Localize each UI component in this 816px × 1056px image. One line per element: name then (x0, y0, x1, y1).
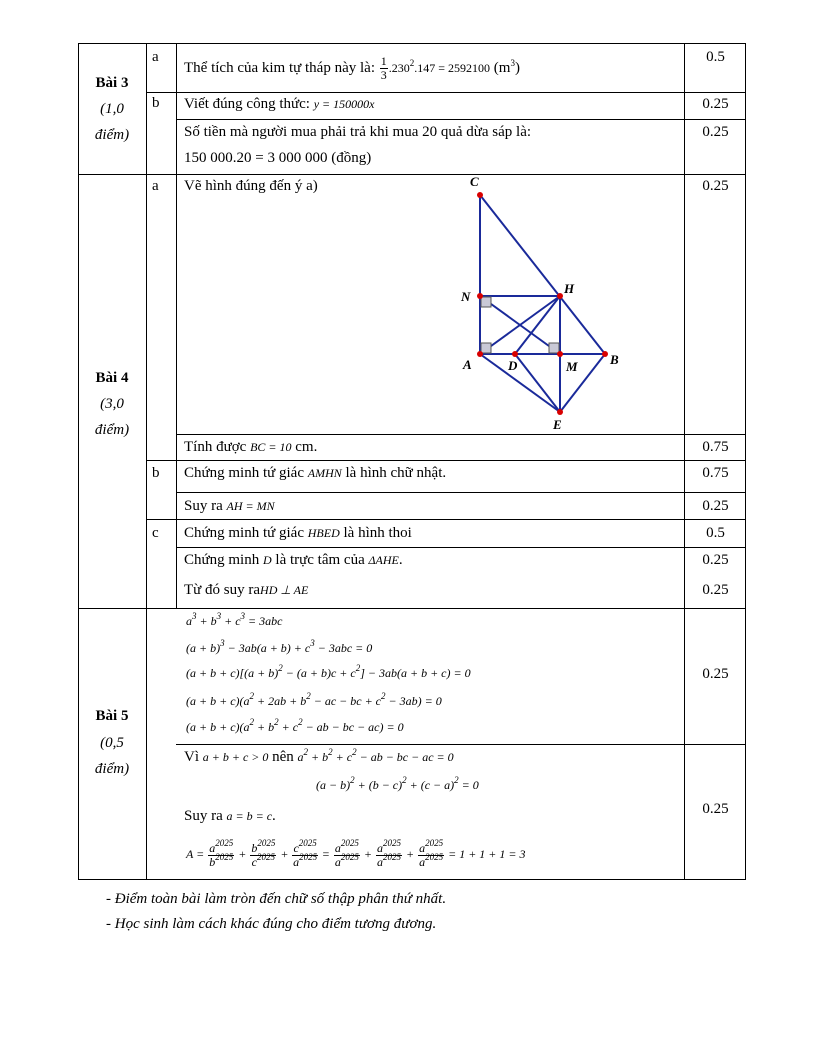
fraction-numerator: $a^{2025}$ (376, 838, 401, 856)
fraction-denominator: $b^{2025}$ (209, 851, 234, 869)
bai4-c2-text-3: . (398, 552, 403, 568)
bai5-suyra-line (184, 809, 276, 824)
bai4-c1-formula: HBED (307, 526, 340, 540)
bai4-c2-text-2: là trực tâm của (275, 552, 365, 568)
bai5-eq-5: $(a + b + c)(a^2 + b^2 + c^2$ − ab − bc − ac) = 0 (186, 717, 404, 734)
bai5-eq-3: $(a + b + c)[(a + b)^2 - (a + b)c + c^2] - 3ab(a + b + c) = 0$ (186, 663, 471, 680)
volume-exponent: 2 (409, 58, 415, 68)
fraction-numerator: 1 (380, 54, 387, 69)
bai3-points-label: (1,0 (100, 101, 124, 117)
bai3-b-formula: y = 150000x (313, 97, 375, 111)
bai5-vi-line (184, 747, 454, 765)
bai4-title: Bài 4 (95, 370, 129, 386)
fraction-denominator: $a^{2025}$ (293, 851, 318, 869)
fraction-a-over-a (376, 838, 402, 869)
fraction-denominator: $a^{2025}$ (334, 851, 359, 869)
bai4-b1-text-2: là hình chữ nhật. (345, 465, 447, 481)
bai5-eq-4: $(a + b + c)(a^2 + 2ab + b^2$ − ac − bc + $c^2 - 3ab) = 0$ (186, 691, 442, 708)
fraction-denominator: 3 (380, 68, 387, 83)
row-line (176, 547, 746, 548)
bai4-c1-text-1: Chứng minh tứ giác (184, 525, 304, 541)
bai4-bc-text-2: cm. (295, 439, 318, 455)
bai5-points-unit: điểm) (94, 761, 130, 777)
bai3-part-a: a (152, 49, 159, 65)
col-divider-content (684, 43, 685, 880)
bai5-eq-2: $(a + b)^3 - 3ab(a + b) + c^3 - 3abc = 0$ (186, 638, 373, 655)
bai4-b1-text-1: Chứng minh tứ giác (184, 465, 304, 481)
bai5-nen-formula: $a^2 + b^2 + c^2$ − ab − bc − ac = 0 (297, 747, 454, 764)
fraction-numerator: $a^{2025}$ (419, 838, 444, 856)
fraction-numerator: $a^{2025}$ (209, 838, 234, 856)
bai5-nen-text: nên (272, 749, 294, 765)
point-label-a: A (463, 357, 472, 372)
point-label-b: B (610, 352, 619, 367)
fraction-denominator: $a^{2025}$ (419, 851, 444, 869)
row-line (78, 174, 746, 175)
volume-expr-1: .230 (388, 61, 410, 75)
bai5-A-label: A = (186, 847, 205, 861)
footer-note-1: - Điểm toàn bài làm tròn đến chữ số thập phân thứ nhất. (106, 891, 447, 907)
bai5-square-sum: $(a - b)^2 + (b - c)^2 + (c - a)^2 = 0$ (316, 775, 479, 792)
bai4-b2-text: Suy ra (184, 498, 223, 514)
bai4-b2-formula: AH = MN (226, 499, 275, 513)
bai4-bc-points: 0.75 (702, 439, 729, 455)
fraction-one-third (380, 55, 388, 81)
bai4-points-unit: điểm) (94, 422, 130, 438)
bai5-points-label: (0,5 (100, 735, 124, 751)
footer-note-2: - Học sinh làm cách khác đúng cho điểm tương đương. (106, 916, 437, 932)
bai3-b-content (184, 97, 374, 112)
point-label-n: N (461, 289, 471, 304)
row-line (176, 744, 746, 745)
fraction-b-over-c (250, 838, 276, 869)
fraction-denominator: $c^{2025}$ (251, 851, 275, 869)
bai4-b2-points: 0.25 (702, 498, 729, 514)
row-line (146, 519, 746, 520)
bai4-bc-formula: BC = 10 (250, 440, 292, 454)
bai3-a-content (184, 55, 520, 82)
bai4-c3-text: Từ đó suy ra (184, 582, 261, 598)
bai3-points-unit: điểm) (94, 127, 130, 143)
bai4-c3-points: 0.25 (702, 582, 729, 598)
bai3-b-points: 0.25 (702, 96, 729, 112)
fraction-numerator: $a^{2025}$ (334, 838, 359, 856)
bai4-bc-content (184, 440, 317, 455)
bai3-c-points: 0.25 (702, 124, 729, 140)
row-line (176, 434, 746, 435)
bai5-final-expression: A = $\frac{a^{2025}}{b^{2025}}$ + $\frac{b^{2025}}{c^{2025}}$ + $\frac{c^{2025}}{a^{2025}}$ = $\frac{a^{2025}}{a^{2025}}$ + $\frac{a^{2025}}{a^{2025}}$ + $\frac{a^{2025}}{a^{2025}}$ = 1 + 1 + 1 = 3 (186, 838, 526, 869)
bai4-a-points: 0.25 (702, 178, 729, 194)
bai5-suyra-text: Suy ra (184, 808, 223, 824)
bai5-p2-points: 0.25 (702, 801, 729, 817)
point-label-d: D (508, 358, 518, 373)
bai5-title: Bài 5 (95, 708, 129, 724)
bai4-bc-text-1: Tính được (184, 439, 247, 455)
row-line (146, 92, 746, 93)
point-label-h: H (564, 281, 575, 296)
row-line (176, 119, 746, 120)
volume-unit-2: ) (514, 60, 520, 76)
bai4-c1-content (184, 526, 412, 541)
row-line (146, 460, 746, 461)
bai4-c2-points: 0.25 (702, 552, 729, 568)
bai4-part-b: b (152, 465, 160, 481)
bai3-title: Bài 3 (95, 75, 129, 91)
bai5-result: = 1 + 1 + 1 = 3 (448, 847, 526, 861)
bai4-b2-content (184, 499, 275, 514)
bai4-c2-text-1: Chứng minh (184, 552, 260, 568)
fraction-a-over-b (208, 838, 234, 869)
bai3-c-text-2: 150 000.20 = 3 000 000 (đồng) (184, 150, 372, 166)
point-label-m: M (566, 359, 578, 374)
bai4-points-label: (3,0 (100, 396, 124, 412)
fraction-denominator: $a^{2025}$ (376, 851, 401, 869)
bai5-label (78, 709, 146, 724)
bai3-c-text-1: Số tiền mà người mua phải trả khi mua 20 quả dừa sáp là: (184, 124, 532, 140)
bai4-label (78, 371, 146, 386)
volume-unit-1: (m (493, 60, 511, 76)
row-line (176, 492, 746, 493)
bai5-vi-text: Vì (184, 749, 199, 765)
bai5-suyra-dot: . (272, 808, 276, 824)
bai4-c2-formula-2: ΔAHE (368, 553, 399, 567)
bai3-label (78, 76, 146, 91)
fraction-numerator: $b^{2025}$ (251, 838, 276, 856)
bai3-part-b: b (152, 95, 160, 111)
bai5-eq-1: $a^3 + b^3 + c^3 = 3abc$ (186, 611, 283, 628)
row-line (78, 608, 746, 609)
point-label-e: E (553, 417, 562, 432)
col-divider-part (176, 43, 177, 608)
fraction-a-over-a (418, 838, 444, 869)
point-label-c: C (470, 174, 479, 189)
volume-unit-exponent: 3 (510, 58, 515, 68)
bai4-b1-content (184, 466, 446, 481)
fraction-a-over-a (334, 838, 360, 869)
bai4-b1-formula: AMHN (307, 466, 342, 480)
bai4-c3-content (184, 583, 308, 598)
bai5-vi-formula: a + b + c > 0 (202, 750, 269, 764)
geometry-figure (455, 172, 625, 432)
bai4-b1-points: 0.75 (702, 465, 729, 481)
bai4-a-text: Vẽ hình đúng đến ý a) (184, 178, 318, 194)
bai4-c2-content (184, 553, 403, 568)
volume-expr-2: .147 = 2592100 (414, 61, 491, 75)
bai5-p1-points: 0.25 (702, 666, 729, 682)
fraction-numerator: $c^{2025}$ (293, 838, 317, 856)
bai4-c1-text-2: là hình thoi (343, 525, 412, 541)
bai3-a-points: 0.5 (706, 49, 725, 65)
bai3-b-text: Viết đúng công thức: (184, 96, 310, 112)
col-divider-bai (146, 43, 147, 880)
bai4-c3-formula: HD ⊥ AE (260, 583, 309, 597)
bai4-part-a: a (152, 178, 159, 194)
bai4-c1-points: 0.5 (706, 525, 725, 541)
bai4-c2-formula-1: D (262, 553, 272, 567)
bai5-suyra-formula: a = b = c (226, 809, 273, 823)
fraction-c-over-a (292, 838, 318, 869)
bai3-a-text: Thể tích của kim tự tháp này là: (184, 60, 375, 76)
bai4-part-c: c (152, 525, 159, 541)
